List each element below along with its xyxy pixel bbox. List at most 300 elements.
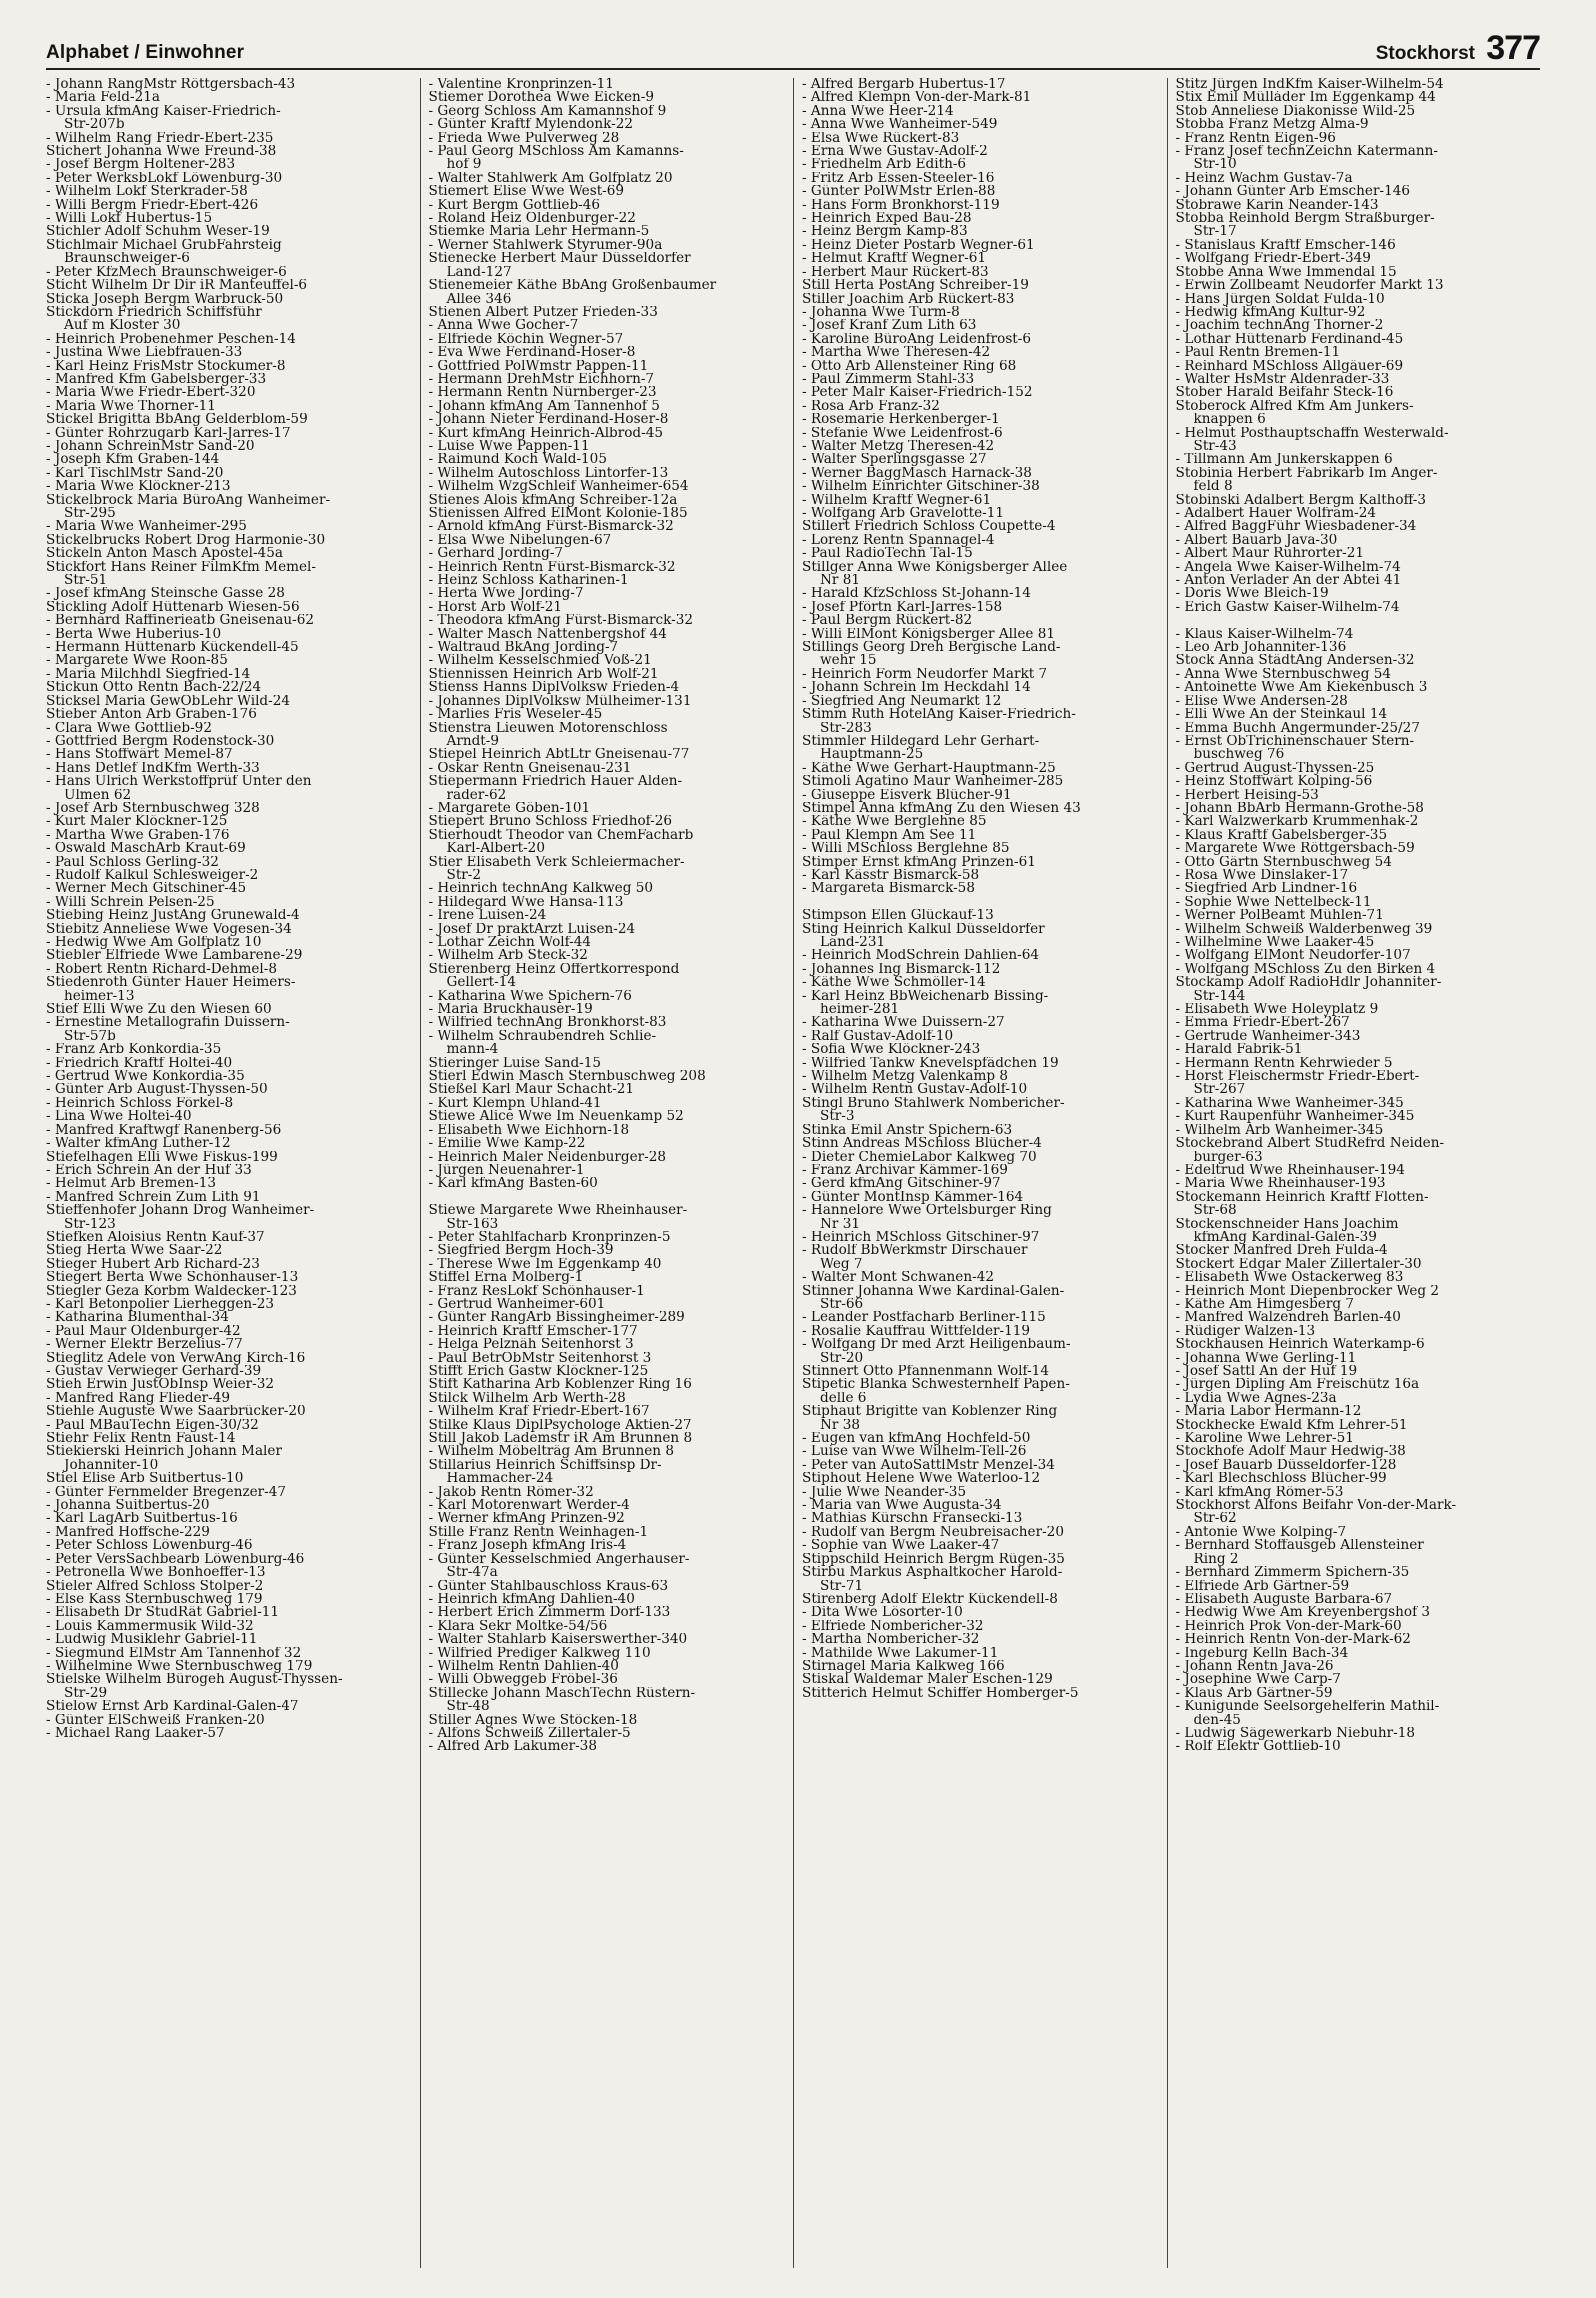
directory-entry: - Doris Wwe Bleich-19 <box>1175 587 1329 601</box>
directory-entry: Stix Emil Mülláder Im Eggenkamp 44 <box>1175 91 1436 105</box>
directory-entry: Stilck Wilhelm Arb Werth-28 <box>428 1391 626 1406</box>
directory-entry: Stobbe Anna Wwe Immendal 15 <box>1175 265 1397 280</box>
directory-entry: - Elfriede Nombericher-32 <box>802 1619 984 1634</box>
directory-entry: - Paul Rentn Bremen-11 <box>1175 346 1341 360</box>
directory-entry: Stockert Edgar Maler Zillertaler-30 <box>1175 1257 1422 1272</box>
directory-entry: - Kunigunde Seelsorgehelferin Mathil- <box>1175 1700 1440 1714</box>
directory-entry: Stienissen Alfred ElMont Kolonie-185 <box>428 507 688 521</box>
directory-entry: - Maria Milchhdl Siegfried-14 <box>46 667 251 682</box>
directory-entry: - Johannes Ing Bismarck-112 <box>802 962 1001 977</box>
directory-entry: - Franz Joseph kfmAng Iris-4 <box>428 1539 627 1553</box>
directory-entry: Stickling Adolf Hüttenarb Wiesen-56 <box>46 600 300 615</box>
directory-entry: - Karl TischlMstr Sand-20 <box>46 466 224 481</box>
directory-entry: - Karl Heinz BbWeichenarb Bissing- <box>802 989 1049 1004</box>
directory-entry: - Peter VersSachbearb Löwenburg-46 <box>46 1552 305 1567</box>
directory-entry: Stieg Herta Wwe Saar-22 <box>46 1244 223 1258</box>
directory-entry: - Lothar Hüttenarb Ferdinand-45 <box>1175 332 1404 347</box>
directory-entry: - Eva Wwe Ferdinand-Hoser-8 <box>428 346 636 360</box>
directory-entry: - Hans Detlef IndKfm Werth-33 <box>46 761 260 776</box>
directory-entry <box>429 1191 788 1204</box>
directory-entry: - Oswald MaschArb Kraut-69 <box>46 842 246 856</box>
directory-entry: - Manfred Rang Flieder-49 <box>46 1391 231 1406</box>
directory-entry: Stift Katharina Arb Koblenzer Ring 16 <box>428 1378 692 1392</box>
directory-entry: Stockhecke Ewald Kfm Lehrer-51 <box>1175 1418 1408 1433</box>
directory-entry: - Mathilde Wwe Lakumer-11 <box>802 1646 999 1660</box>
directory-entry: Stierhoudt Theodor van ChemFacharb <box>428 828 694 843</box>
directory-entry: Stockhausen Heinrich Waterkamp-6 <box>1175 1338 1425 1352</box>
directory-entry: Stimm Ruth HotelAng Kaiser-Friedrich- <box>802 708 1076 722</box>
directory-entry: Arndt-9 <box>446 734 499 749</box>
directory-entry: - Franz Archivar Kämmer-169 <box>802 1163 1008 1178</box>
directory-entry: Stiepermann Friedrich Hauer Alden- <box>428 775 683 789</box>
directory-entry: Stickel Brigitta BbAng Gelderblom-59 <box>46 413 308 427</box>
directory-entry: Stieler Alfred Schloss Stolper-2 <box>46 1579 264 1593</box>
directory-entry: - Siegmund ElMstr Am Tannenhof 32 <box>46 1646 302 1660</box>
directory-entry: Land-231 <box>820 936 886 950</box>
directory-entry: Stienstra Lieuwen Motorenschloss <box>428 721 668 735</box>
directory-entry: - Edeltrud Wwe Rheinhauser-194 <box>1175 1163 1405 1178</box>
directory-entry: - Ernestine Metallografin Duissern- <box>46 1016 290 1030</box>
directory-entry: - Heinrich Schloss Förkel-8 <box>46 1096 234 1111</box>
directory-entry: - Elisabeth Wwe Ostackerweg 83 <box>1175 1271 1404 1285</box>
directory-entry: - Manfred Kraftwgf Ranenberg-56 <box>46 1123 282 1138</box>
directory-entry: Still Herta PostAng Schreiber-19 <box>802 279 1029 293</box>
directory-entry: - Elisabeth Wwe Holeyplatz 9 <box>1175 1003 1379 1017</box>
directory-entry: Stienecke Herbert Maur Düsseldorfer <box>428 252 691 266</box>
directory-entry: - Werner PolBeamt Mühlen-71 <box>1175 909 1384 923</box>
directory-entry: - Wilfried technAng Bronkhorst-83 <box>428 1016 667 1030</box>
directory-entry: Stieglitz Adele von VerwAng Kirch-16 <box>46 1351 306 1365</box>
directory-entry: - Johann SchreinMstr Sand-20 <box>46 439 255 454</box>
directory-entry: - Theodora kfmAng Fürst-Bismarck-32 <box>428 614 694 628</box>
directory-entry: Stillecke Johann MaschTechn Rüstern- <box>428 1686 696 1701</box>
directory-entry: Sting Heinrich Kalkul Düsseldorfer <box>802 922 1045 936</box>
directory-entry: - Antoinette Wwe Am Kiekenbusch 3 <box>1175 681 1428 695</box>
directory-entry: Stinner Johanna Wwe Kardinal-Galen- <box>802 1284 1065 1298</box>
directory-entry: - Werner Mech Gitschiner-45 <box>46 882 247 896</box>
directory-entry: Str-48 <box>446 1700 490 1714</box>
directory-entry: Str-123 <box>64 1217 116 1231</box>
directory-entry: - Heinrich kfmAng Dahlien-40 <box>428 1592 635 1607</box>
directory-entry: - Peter Stahlfacharb Kronprinzen-5 <box>428 1230 671 1245</box>
directory-entry: - Klaus Kraftf Gabelsberger-35 <box>1175 828 1388 843</box>
directory-entry: - Joseph Kfm Graben-144 <box>46 453 220 467</box>
directory-entry: - Hans Ulrich Werkstoffprüf Unter den <box>46 775 312 789</box>
page-heading <box>1376 29 1540 68</box>
directory-entry: - Willi Schrein Pelsen-25 <box>46 895 215 910</box>
directory-entry: - Hildegard Wwe Hansa-113 <box>428 895 624 910</box>
directory-entry: kfmAng Kardinal-Galen-39 <box>1193 1230 1377 1245</box>
directory-entry: Stimper Ernst kfmAng Prinzen-61 <box>802 855 1036 869</box>
directory-entry: - Walter Sperlingsgasse 27 <box>802 453 987 467</box>
directory-entry: - Walter kfmAng Luther-12 <box>46 1137 231 1151</box>
directory-entry: Stiepert Bruno Schloss Friedhof-26 <box>428 815 673 829</box>
directory-entry: heimer-281 <box>820 1003 900 1017</box>
directory-entry: - Manfred Walzendreh Barlen-40 <box>1175 1311 1401 1325</box>
directory-entry: - Jürgen Neuenahrer-1 <box>428 1163 585 1178</box>
directory-entry: - Sofia Wwe Klöckner-243 <box>802 1043 981 1057</box>
directory-entry: - Gottfried Bergm Rodenstock-30 <box>46 734 275 749</box>
directory-entry: - Stefanie Wwe Leidenfrost-6 <box>802 426 1003 440</box>
directory-entry: - Käthe Wwe Gerhart-Hauptmann-25 <box>802 761 1056 776</box>
directory-entry: Str-144 <box>1193 989 1246 1004</box>
directory-entry: heimer-13 <box>64 989 135 1004</box>
directory-entry: - Willi ElMont Königsberger Allee 81 <box>802 627 1056 642</box>
directory-entry: - Wolfgang Friedr-Ebert-349 <box>1175 252 1371 266</box>
directory-entry: Stirenberg Adolf Elektr Kückendell-8 <box>802 1592 1058 1607</box>
directory-entry: - Klara Sekr Moltke-54/56 <box>428 1619 608 1634</box>
directory-entry: - Ralf Gustav-Adolf-10 <box>802 1029 954 1044</box>
directory-entry: - Wilhelm Kraf Friedr-Ebert-167 <box>428 1405 650 1419</box>
directory-entry: - Johanna Wwe Turm-8 <box>802 305 960 320</box>
directory-entry: - Kurt Bergm Gottlieb-46 <box>428 198 601 213</box>
directory-entry: - Maria van Wwe Augusta-34 <box>802 1499 1002 1513</box>
directory-entry: Stichert Johanna Wwe Freund-38 <box>46 145 277 159</box>
directory-entry: - Elfriede Köchin Wegner-57 <box>428 332 624 347</box>
directory-entry: - Günter MontInsp Kämmer-164 <box>802 1190 1024 1205</box>
directory-entry: - Paul MBauTechn Eigen-30/32 <box>46 1418 259 1433</box>
directory-entry: - Manfred Hoffsche-229 <box>46 1525 210 1540</box>
directory-entry: - Leander Postfacharb Berliner-115 <box>802 1311 1046 1325</box>
directory-entry: - Alfred Klempn Von-der-Mark-81 <box>802 91 1032 105</box>
directory-entry: - Elsa Wwe Rückert-83 <box>802 131 960 146</box>
directory-entry: - Günter PolWMstr Erlen-88 <box>802 185 996 199</box>
directory-entry: Stichler Adolf Schuhm Weser-19 <box>46 225 270 239</box>
directory-entry: - Eugen van kfmAng Hochfeld-50 <box>802 1432 1031 1446</box>
directory-entry: - Paul Georg MSchloss Am Kamanns- <box>428 145 684 159</box>
directory-entry: Stille Franz Rentn Weinhagen-1 <box>428 1525 649 1540</box>
directory-entry: - Wolfgang ElMont Neudorfer-107 <box>1175 949 1411 963</box>
directory-entry: - Katharina Wwe Wanheimer-345 <box>1175 1096 1404 1111</box>
directory-entry: Stierl Edwin Masch Sternbuschweg 208 <box>428 1070 706 1084</box>
directory-entry: - Rolf Elektr Gottlieb-10 <box>1175 1740 1341 1754</box>
directory-entry: Stickelbrock Maria BüroAng Wanheimer- <box>46 493 331 507</box>
directory-entry: - Herbert Maur Rückert-83 <box>802 265 989 280</box>
directory-entry: Stiefelhagen Elli Wwe Fiskus-199 <box>46 1150 278 1164</box>
directory-entry: - Margarete Wwe Röttgersbach-59 <box>1175 842 1415 856</box>
directory-entry: - Gertrud August-Thyssen-25 <box>1175 761 1375 776</box>
directory-entry: - Walter HsMstr Aldenrader-33 <box>1175 372 1390 387</box>
directory-entry: - Johann BbArb Hermann-Grothe-58 <box>1175 801 1424 816</box>
directory-entry: - Gerd kfmAng Gitschiner-97 <box>802 1177 1001 1191</box>
directory-entry: Stickdorn Friedrich Schiffsführ <box>46 305 262 320</box>
directory-entry: - Josef Bauarb Düsseldorfer-128 <box>1175 1458 1397 1473</box>
directory-entry: Stillger Anna Wwe Königsberger Allee <box>802 560 1068 575</box>
directory-entry: - Angela Wwe Kaiser-Wilhelm-74 <box>1175 560 1401 575</box>
section-title: Alphabet / Einwohner <box>46 42 245 63</box>
directory-entry: - Albert Maur Ruhrorter-21 <box>1175 547 1365 561</box>
directory-entry: - Heinrich Rentn Von-der-Mark-62 <box>1175 1633 1411 1647</box>
directory-entry: Stichlmair Michael GrubFahrsteig <box>46 238 282 253</box>
directory-entry: - Peter van AutoSattlMstr Menzel-34 <box>802 1458 1055 1473</box>
directory-entry: - Walter Metzg Theresen-42 <box>802 439 995 454</box>
directory-entry: Stiennissen Heinrich Arb Wolf-21 <box>428 667 659 682</box>
directory-entry: - Wilhelm Arb Wanheimer-345 <box>1175 1123 1384 1138</box>
directory-entry: Stifft Erich Gastw Klöckner-125 <box>428 1365 649 1379</box>
directory-entry: - Günter Fernmelder Bregenzer-47 <box>46 1485 287 1500</box>
directory-entry: - Katharina Wwe Duissern-27 <box>802 1016 1005 1030</box>
directory-entry: Stocker Manfred Dreh Fulda-4 <box>1175 1244 1388 1258</box>
directory-entry: - Käthe Wwe Schmöller-14 <box>802 976 986 990</box>
directory-entry: Stiphout Helene Wwe Waterloo-12 <box>802 1472 1041 1486</box>
directory-entry: - Bernhard Zimmerm Spichern-35 <box>1175 1566 1410 1580</box>
directory-entry: - Ludwig Musiklehr Gabriel-11 <box>46 1633 258 1647</box>
directory-entry: Stielske Wilhelm Bürogeh August-Thyssen- <box>46 1673 343 1687</box>
directory-entry: Stipetic Blanka Schwesternhelf Papen- <box>802 1378 1070 1392</box>
directory-entry: - Erna Wwe Gustav-Adolf-2 <box>802 145 988 159</box>
directory-entry: - Harald KfzSchloss St-Johann-14 <box>802 587 1031 601</box>
directory-entry: buschweg 76 <box>1193 748 1285 762</box>
directory-entry: - Wilfried Prediger Kalkweg 110 <box>428 1646 651 1660</box>
directory-entry: - Leo Arb Johanniter-136 <box>1175 641 1347 655</box>
directory-entry: - Heinrich Probenehmer Peschen-14 <box>46 332 296 347</box>
directory-entry: Stimoli Agatino Maur Wanheimer-285 <box>802 775 1064 789</box>
directory-entry: - Erich Gastw Kaiser-Wilhelm-74 <box>1175 600 1400 615</box>
directory-entry: Stimpel Anna kfmAng Zu den Wiesen 43 <box>802 801 1081 816</box>
directory-entry: - Günter Kraftf Mylendonk-22 <box>428 118 633 132</box>
directory-entry: - Wolfgang Dr med Arzt Heiligenbaum- <box>802 1338 1071 1352</box>
directory-entry: - Paul Maur Oldenburger-42 <box>46 1324 241 1339</box>
directory-entry: Stielow Ernst Arb Kardinal-Galen-47 <box>46 1700 299 1714</box>
directory-entry: - Hermann Hüttenarb Kückendell-45 <box>46 641 299 655</box>
directory-entry: - Wilhelm Möbelträg Am Brunnen 8 <box>428 1445 675 1459</box>
directory-entry: - Petronella Wwe Bonhoeffer-13 <box>46 1566 266 1580</box>
directory-entry: Sticka Joseph Bergm Warbruck-50 <box>46 292 284 306</box>
directory-entry: Still Jakob Lademstr iR Am Brunnen 8 <box>428 1432 693 1446</box>
directory-entry: Str-29 <box>64 1686 108 1701</box>
directory-entry: - Wilfried Tankw Knevelspfädchen 19 <box>802 1056 1059 1071</box>
directory-entry: - Heinz Bergm Kamp-83 <box>802 225 968 239</box>
directory-entry: - Karl kfmAng Basten-60 <box>428 1177 598 1191</box>
directory-entry: den-45 <box>1193 1713 1241 1727</box>
directory-entry: - Margarete Wwe Roon-85 <box>46 654 228 668</box>
directory-entry: - Willi Bergm Friedr-Ebert-426 <box>46 198 259 213</box>
directory-entry: - Günter Rohrzugarb Karl-Jarres-17 <box>46 426 291 440</box>
directory-entry: Stiebing Heinz JustAng Grunewald-4 <box>46 909 300 923</box>
directory-entry: Stiel Elise Arb Suitbertus-10 <box>46 1472 244 1486</box>
directory-entry: - Gertrud Wanheimer-601 <box>428 1297 606 1312</box>
directory-entry <box>802 896 1161 909</box>
directory-entry: - Hans Stoffwärt Memel-87 <box>46 748 233 762</box>
directory-entry: - Karl Blechschloss Blücher-99 <box>1175 1472 1387 1486</box>
directory-entry: Braunschweiger-6 <box>64 252 190 266</box>
directory-entry: - Käthe Wwe Berglehne 85 <box>802 815 987 829</box>
directory-entry: - Arnold kfmAng Fürst-Bismarck-32 <box>428 520 674 534</box>
directory-entry: - Günter Stahlbauschloss Kraus-63 <box>428 1579 669 1593</box>
directory-entry: - Elfriede Arb Gärtner-59 <box>1175 1579 1350 1593</box>
directory-entry: - Helmut Kraftf Wegner-61 <box>802 252 986 266</box>
directory-entry: - Lothar Zeichn Wolf-44 <box>428 936 592 950</box>
directory-entry: - Walter Masch Nattenbergshof 44 <box>428 627 667 642</box>
directory-entry: - Gerhard Jording-7 <box>428 547 564 561</box>
directory-entry: - Heinrich MSchloss Gitschiner-97 <box>802 1230 1040 1245</box>
directory-entry: - Waltraud BkAng Jording-7 <box>428 641 619 655</box>
directory-entry: - Heinrich Kraftf Emscher-177 <box>428 1324 638 1339</box>
directory-entry: Str-295 <box>64 507 116 521</box>
directory-entry: - Otto Arb Allensteiner Ring 68 <box>802 359 1017 373</box>
directory-entry: - Ursula kfmAng Kaiser-Friedrich- <box>46 104 281 119</box>
directory-entry: Gellert-14 <box>446 976 516 990</box>
directory-entry: - Luise Wwe Pappen-11 <box>428 439 590 454</box>
directory-entry: - Albert Bauarb Java-30 <box>1175 533 1338 548</box>
directory-entry: Stockhorst Alfons Beifahr Von-der-Mark- <box>1175 1499 1457 1513</box>
directory-entry: - Karl kfmAng Römer-53 <box>1175 1485 1344 1500</box>
directory-entry: - Wilhelm Kraftf Wegner-61 <box>802 493 992 507</box>
directory-entry: wehr 15 <box>820 654 877 668</box>
directory-entry: Str-163 <box>446 1217 499 1231</box>
directory-entry: Stimmler Hildegard Lehr Gerhart- <box>802 734 1040 749</box>
name-range: Stockhorst <box>1375 43 1475 64</box>
directory-entry: Stobinia Herbert Fabrikarb Im Anger- <box>1175 466 1438 481</box>
directory-entry: Str-47a <box>446 1566 498 1580</box>
directory-entry: - Karl Motorenwart Werder-4 <box>428 1499 630 1513</box>
directory-entry: - Horst Fleischermstr Friedr-Ebert- <box>1175 1070 1420 1084</box>
directory-entry: Str-62 <box>1193 1512 1237 1526</box>
directory-entry: - Ernst ObTrichinenschauer Stern- <box>1175 734 1415 749</box>
directory-entry: - Anna Wwe Wanheimer-549 <box>802 118 998 132</box>
directory-entry: Stippschild Heinrich Bergm Rügen-35 <box>802 1552 1065 1567</box>
directory-entry: - Paul Zimmerm Stahl-33 <box>802 372 975 387</box>
directory-entry: Stickeln Anton Masch Apostel-45a <box>46 547 283 561</box>
directory-entry: - Josef Bergm Holtener-283 <box>46 158 236 172</box>
directory-entry: Stießel Karl Maur Schacht-21 <box>428 1083 634 1097</box>
directory-entry: Nr 81 <box>820 574 861 588</box>
directory-entry: - Bernhard Stoffausgeb Allensteiner <box>1175 1539 1424 1553</box>
directory-entry: delle 6 <box>820 1391 867 1406</box>
directory-entry: - Wilhelm Schweiß Walderbenweg 39 <box>1175 922 1433 936</box>
directory-entry: Str-2 <box>446 868 482 883</box>
directory-entry: - Karoline BüroAng Leidenfrost-6 <box>802 332 1032 347</box>
directory-entry: Stienemeier Käthe BbAng Großenbaumer <box>428 279 717 293</box>
directory-entry: Str-43 <box>1193 439 1237 454</box>
directory-entry: - Elisabeth Wwe Eichhorn-18 <box>428 1123 630 1138</box>
directory-entry: Str-71 <box>820 1579 864 1593</box>
directory-entry: - Günter Kesselschmied Angerhauser- <box>428 1552 690 1567</box>
directory-entry: - Wilhelmine Wwe Laaker-45 <box>1175 936 1375 950</box>
directory-entry: - Justina Wwe Liebfrauen-33 <box>46 346 243 360</box>
directory-entry: - Wilhelm Kesselschmied Voß-21 <box>428 654 652 668</box>
directory-entry: - Otto Gärtn Sternbuschweg 54 <box>1175 855 1392 869</box>
directory-entry: - Hans Jürgen Soldat Fulda-10 <box>1175 292 1385 306</box>
directory-entry: - Margarete Göben-101 <box>428 801 591 816</box>
directory-entry: Str-17 <box>1193 225 1237 239</box>
directory-entry: Stiegler Geza Korbm Waldecker-123 <box>46 1284 297 1298</box>
directory-entry: Stobinski Adalbert Bergm Kalthoff-3 <box>1175 493 1427 507</box>
directory-entry: - Heinrich Maler Neidenburger-28 <box>428 1150 667 1164</box>
directory-entry: - Jürgen Dipling Am Freischütz 16a <box>1175 1378 1420 1392</box>
directory-entry: Nr 38 <box>820 1418 861 1433</box>
directory-entry: - Mathias Kürschn Franseckí-13 <box>802 1512 1023 1526</box>
directory-entry: - Maria Wwe Rheinhauser-193 <box>1175 1177 1386 1191</box>
directory-entry: Stockenschneider Hans Joachim <box>1175 1217 1399 1231</box>
directory-entry: Stimpson Ellen Glückauf-13 <box>802 909 994 923</box>
directory-entry: - Therese Wwe Im Eggenkamp 40 <box>428 1257 662 1272</box>
page-header <box>46 26 1540 70</box>
directory-entry: - Stanislaus Kraftf Emscher-146 <box>1175 238 1396 253</box>
directory-entry: Stillings Georg Dreh Bergische Land- <box>802 641 1061 655</box>
directory-entry: - Alfred Arb Lakumer-38 <box>428 1740 597 1754</box>
column-1 <box>46 78 420 2268</box>
directory-entry: - Rüdiger Walzen-13 <box>1175 1324 1316 1339</box>
directory-entry: - Dieter ChemieLabor Kalkweg 70 <box>802 1150 1037 1164</box>
column-2 <box>420 78 794 2268</box>
directory-entry: Stitz Jürgen IndKfm Kaiser-Wilhelm-54 <box>1175 78 1444 92</box>
directory-entry: - Anna Wwe Gocher-7 <box>428 319 579 333</box>
directory-entry: - Rudolf Kalkul Schlesweiger-2 <box>46 868 259 883</box>
directory-entry: - Kurt kfmAng Heinrich-Albrod-45 <box>428 426 664 440</box>
directory-entry: Stieringer Luise Sand-15 <box>428 1056 602 1071</box>
directory-entry: - Hermann Rentn Kehrwieder 5 <box>1175 1056 1393 1071</box>
directory-entry: - Heinz Wachm Gustav-7a <box>1175 171 1353 186</box>
directory-entry: - Kurt Raupenführ Wanheimer-345 <box>1175 1110 1415 1124</box>
directory-entry: - Adalbert Hauer Wolfram-24 <box>1175 507 1376 521</box>
directory-entry: - Antonie Wwe Kolping-7 <box>1175 1525 1347 1540</box>
directory-entry: - Sophie van Wwe Laaker-47 <box>802 1539 1000 1553</box>
directory-entry: - Anna Wwe Heer-214 <box>802 104 954 119</box>
directory-entry: Hammacher-24 <box>446 1472 554 1486</box>
directory-entry: - Hedwig Wwe Am Kreyenbergshof 3 <box>1175 1606 1431 1620</box>
directory-entry: - Peter WerksbLokf Löwenburg-30 <box>46 171 283 186</box>
directory-entry: - Johanna Wwe Gerling-11 <box>1175 1351 1357 1365</box>
directory-entry: - Paul RadioTechn Tal-15 <box>802 547 973 561</box>
directory-entry: - Franz Arb Konkordia-35 <box>46 1043 222 1057</box>
directory-entry: - Wilhelm Schraubendreh Schlie- <box>428 1029 657 1044</box>
directory-entry: - Klaus Arb Gärtner-59 <box>1175 1686 1333 1701</box>
column-4 <box>1167 78 1541 2268</box>
directory-entry: - Karl Walzwerkarb Krummenhak-2 <box>1175 815 1419 829</box>
directory-entry: Ulmen 62 <box>64 788 132 802</box>
directory-entry: - Paul Schloss Gerling-32 <box>46 855 219 869</box>
directory-entry: - Wilhelm Rentn Dahlien-40 <box>428 1659 619 1674</box>
directory-entry: - Tillmann Am Junkerskappen 6 <box>1175 453 1393 467</box>
directory-entry: knappen 6 <box>1193 413 1266 427</box>
directory-entry: - Heinz Dieter Postarb Wegner-61 <box>802 238 1035 253</box>
directory-entry: - Robert Rentn Richard-Dehmel-8 <box>46 962 278 977</box>
directory-entry: - Marlies Fris Weseler-45 <box>428 708 603 722</box>
directory-entry: - Wilhelm Autoschloss Lintorfer-13 <box>428 466 669 481</box>
directory-entry: - Heinrich Form Neudorfer Markt 7 <box>802 667 1048 682</box>
directory-entry: Stiffel Erna Molberg-1 <box>428 1271 584 1285</box>
directory-entry: - Wilhelmine Wwe Sternbuschweg 179 <box>46 1659 313 1674</box>
directory-entry: - Joachim technAng Thorner-2 <box>1175 319 1384 333</box>
directory-entry: - Karl LagArb Suitbertus-16 <box>46 1512 238 1526</box>
directory-entry: - Luise van Wwe Wilhelm-Tell-26 <box>802 1445 1027 1459</box>
directory-entry: - Friedrich Kraftf Holtei-40 <box>46 1056 233 1071</box>
directory-entry: - Siegfried Bergm Hoch-39 <box>428 1244 614 1258</box>
directory-entry: - Heinrich Prok Von-der-Mark-60 <box>1175 1619 1402 1634</box>
directory-entry: Stinnert Otto Pfannenmann Wolf-14 <box>802 1365 1049 1379</box>
directory-entry: - Clara Wwe Gottlieb-92 <box>46 721 212 735</box>
directory-entry: - Johanna Suitbertus-20 <box>46 1499 210 1513</box>
directory-entry: Stiehle Auguste Wwe Saarbrücker-20 <box>46 1405 306 1419</box>
directory-entry: burger-63 <box>1193 1150 1263 1164</box>
directory-entry: - Reinhard MSchloss Allgäuer-69 <box>1175 359 1404 373</box>
directory-entry: Stillarius Heinrich Schiffsinsp Dr- <box>428 1458 662 1473</box>
directory-entry: - Josephine Wwe Carp-7 <box>1175 1673 1341 1687</box>
directory-entry: - Bernhard Raffinerieatb Gneisenau-62 <box>46 614 315 628</box>
directory-entry: Str-207b <box>64 118 125 132</box>
directory-entry: - Rosa Wwe Dinslaker-17 <box>1175 868 1349 883</box>
directory-entry: - Hermann DrehMstr Eichhorn-7 <box>428 372 655 387</box>
directory-entry: - Lina Wwe Holtei-40 <box>46 1110 192 1124</box>
directory-entry: Sticksel Maria GewObLehr Wild-24 <box>46 694 291 709</box>
directory-entry: - Wilhelm Metzg Valenkamp 8 <box>802 1070 1009 1084</box>
directory-entry: Str-20 <box>820 1351 864 1365</box>
directory-entry: - Willi Obweggeb Fröbel-36 <box>428 1673 618 1687</box>
directory-entry: mann-4 <box>446 1043 499 1057</box>
directory-entry: Stieffenhofer Johann Drog Wanheimer- <box>46 1204 315 1218</box>
directory-entry: - Gertrud Wwe Konkordia-35 <box>46 1070 245 1084</box>
